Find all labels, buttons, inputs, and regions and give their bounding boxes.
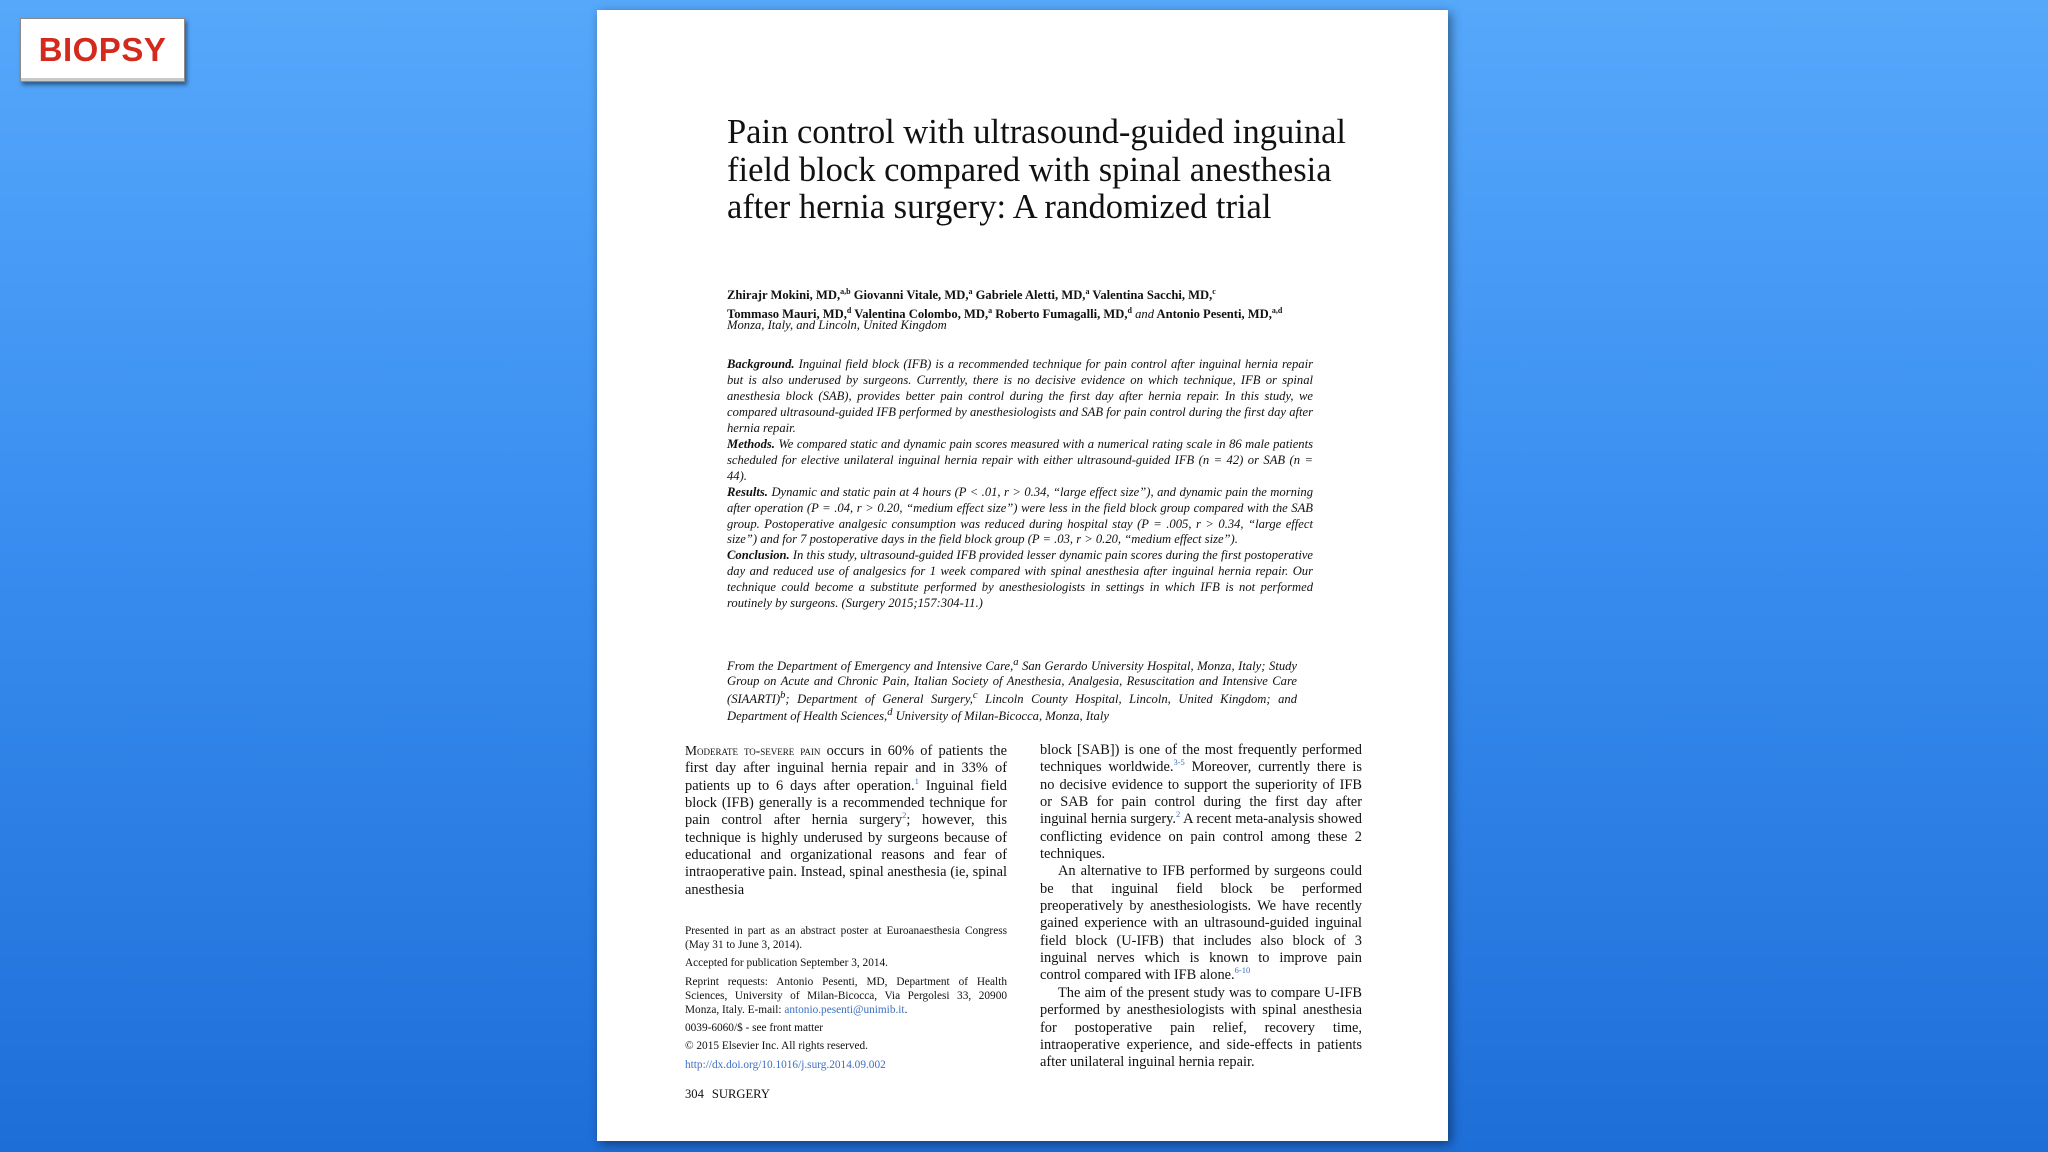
- abstract-label: Background.: [727, 357, 795, 371]
- author-affil-sup: a,b: [840, 287, 851, 296]
- abstract-text: Inguinal field block (IFB) is a recommended technique for pain control after inguinal hernia repair but is also underused by surgeons. Currently, there is no decisive evidence on which technique, IFB or spinal anesthesia block (SAB), provides better pain control during the first day after hernia repair. In this study, we compared ultrasound-guided IFB performed by anesthesiologists and SAB for pain control during the first day after hernia repair.: [727, 357, 1314, 435]
- abstract-text: Dynamic and static pain at 4 hours (P < .01, r > 0.34, “large effect size”), and dynamic pain the morning after operation (P = .04, r > 0.20, “medium effect size”) were less in the field block group compared with the SAB group. Postoperative analgesic consumption was reduced during hospital stay (P = .005, r > 0.34, “large effect size”) and for 7 postoperative days in the field block group (P = .03, r > 0.20, “medium effect size”).: [727, 484, 1313, 547]
- body-text: block [SAB]) is one of the most frequently performed techniques worldwide.: [1040, 742, 1362, 776]
- author-line-1: [727, 284, 1347, 303]
- paper-page: [597, 10, 1448, 1141]
- body-column-right: [1040, 742, 1362, 1072]
- page-footer: [685, 1087, 778, 1102]
- reprint-text: .: [904, 1004, 908, 1017]
- footnotes: [685, 924, 1007, 1076]
- affiliation-text: Lincoln County Hospital, Lincoln, United Kingdom; and Department of Health Sciences,: [727, 691, 1297, 724]
- affiliation-text: San Gerardo University Hospital, Monza, Italy; Study Group on Acute and Chronic Pain, Italian Society of Anesthesia, Analgesia, Resuscitation and Intensive Care (SIAARTI): [727, 659, 1297, 706]
- body-paragraph: [1040, 742, 1362, 863]
- affiliation-text: ; Department of General Surgery,: [785, 691, 973, 706]
- body-paragraph: The aim of the present study was to compare U-IFB performed by anesthesiologists with spinal anesthesia for postoperative pain relief, recovery time, intraoperative experience, and side-effects in patients after unilateral inguinal hernia repair.: [1040, 984, 1362, 1071]
- author-affil-sup: a: [968, 287, 973, 296]
- note-accepted: Accepted for publication September 3, 2014.: [685, 957, 888, 970]
- author-name: Valentina Colombo, MD,: [854, 307, 989, 322]
- paper-title: Pain control with ultrasound-guided inguinal field block compared with spinal anesthesia after hernia surgery: A randomized trial: [727, 113, 1346, 226]
- citation-link[interactable]: 2: [1176, 809, 1181, 820]
- author-name: Valentina Sacchi, MD,: [1092, 288, 1213, 303]
- abstract-text: In this study, ultrasound-guided IFB provided lesser dynamic pain scores during the first postoperative day and reduced use of analgesics for 1 week compared with spinal anesthesia after inguinal hernia repair. Our technique could become a substitute performed by anesthesiologists in settings in which IFB is not performed routinely by surgeons. (Surgery 2015;157:304-11.): [727, 548, 1313, 611]
- author-name: Zhirajr Mokini, MD,: [727, 288, 841, 303]
- citation-link[interactable]: 2: [902, 810, 907, 821]
- abstract-background: [727, 357, 1313, 437]
- affil-sup: d: [887, 707, 893, 719]
- email-link[interactable]: antonio.pesenti@unimib.it: [784, 1004, 905, 1017]
- badge-label: BIOPSY: [38, 31, 167, 68]
- body-text: ; however, this technique is highly underused by surgeons because of educational and organizational reasons and fear of intraoperative pain. Instead, spinal anesthesia (ie, spinal anesthesia: [685, 812, 1007, 898]
- author-name: Tommaso Mauri, MD,: [727, 307, 847, 322]
- author-affil-sup: d: [846, 306, 852, 316]
- page-number: 304: [685, 1087, 704, 1101]
- abstract: [727, 357, 1313, 612]
- lead-in: Moderate to-severe pain: [685, 743, 821, 758]
- author-location: Monza, Italy, and Lincoln, United Kingdom: [727, 318, 947, 332]
- abstract-results: [727, 485, 1313, 549]
- affiliation-text: University of Milan-Bicocca, Monza, Italy: [892, 709, 1109, 724]
- note-copyright: © 2015 Elsevier Inc. All rights reserved.: [685, 1040, 869, 1053]
- body-text: A recent meta-analysis showed conflicting evidence on pain control among these 2 techniques.: [1040, 811, 1363, 863]
- reprint-text: Reprint requests: Antonio Pesenti, MD, Department of Health Sciences, University of Milan-Bicocca, Via Pergolesi 33, 20900 Monza, Italy. E-mail:: [685, 975, 1007, 1017]
- author-name: Giovanni Vitale, MD,: [853, 288, 969, 303]
- affil-sup: b: [780, 689, 786, 701]
- abstract-conclusion: [727, 548, 1313, 612]
- journal-name: SURGERY: [711, 1087, 770, 1101]
- abstract-label: Methods.: [727, 436, 775, 451]
- note-reprint: [685, 975, 1007, 1018]
- body-text: An alternative to IFB performed by surgeons could be that inguinal field block be performed preoperatively by anesthesiologists. We have recently gained experience with an ultrasound-guided inguinal field block (U-IFB) that includes also block of 3 inguinal nerves which is known to improve pain control compared with IFB alone.: [1040, 863, 1362, 984]
- body-text: Moreover, currently there is no decisive evidence to support the superiority of IFB or SAB for pain control during the first day after inguinal hernia surgery.: [1040, 759, 1362, 828]
- body-paragraph: [685, 742, 1007, 899]
- author-affil-sup: d: [1127, 306, 1132, 316]
- affiliations: [727, 656, 1297, 724]
- author-affil-sup: c: [1212, 287, 1216, 296]
- abstract-text: We compared static and dynamic pain scores measured with a numerical rating scale in 86 male patients scheduled for elective unilateral inguinal hernia repair with either ultrasound-guided IFB (n = 42) or SAB (n = 44).: [727, 436, 1313, 483]
- abstract-label: Conclusion.: [727, 548, 790, 563]
- doi-link[interactable]: http://dx.doi.org/10.1016/j.surg.2014.09.002: [685, 1058, 886, 1071]
- note-issn: 0039-6060/$ - see front matter: [685, 1022, 824, 1035]
- body-text: occurs in 60% of patients the first day after inguinal hernia repair and in 33% of patients up to 6 days after operation.: [685, 743, 1007, 794]
- biopsy-badge: [20, 18, 185, 82]
- affil-sup: c: [972, 689, 978, 701]
- author-name: Roberto Fumagalli, MD,: [995, 307, 1128, 322]
- author-list: [727, 284, 1347, 322]
- author-affil-sup: a: [988, 306, 993, 316]
- author-affil-sup: a,d: [1271, 306, 1283, 316]
- abstract-methods: [727, 437, 1313, 485]
- body-column-left: [685, 742, 1007, 899]
- body-paragraph: [1040, 863, 1362, 984]
- citation-link[interactable]: 6-10: [1234, 965, 1251, 976]
- body-text: Inguinal field block (IFB) generally is a recommended technique for pain control after hernia surgery: [685, 777, 1007, 829]
- note-presented: Presented in part as an abstract poster at Euroanaesthesia Congress (May 31 to June 3, 2014).: [685, 925, 1007, 952]
- affiliation-text: From the Department of Emergency and Intensive Care,: [727, 659, 1014, 674]
- author-name: Antonio Pesenti, MD,: [1156, 307, 1272, 322]
- author-affil-sup: a: [1085, 287, 1090, 296]
- citation-link[interactable]: 3-5: [1173, 757, 1185, 768]
- citation-link[interactable]: 1: [914, 775, 919, 786]
- affil-sup: a: [1013, 657, 1019, 668]
- author-name: Gabriele Aletti, MD,: [975, 288, 1086, 303]
- doi-paragraph: [685, 1058, 1007, 1072]
- author-and: and: [1135, 307, 1155, 322]
- abstract-label: Results.: [727, 484, 768, 499]
